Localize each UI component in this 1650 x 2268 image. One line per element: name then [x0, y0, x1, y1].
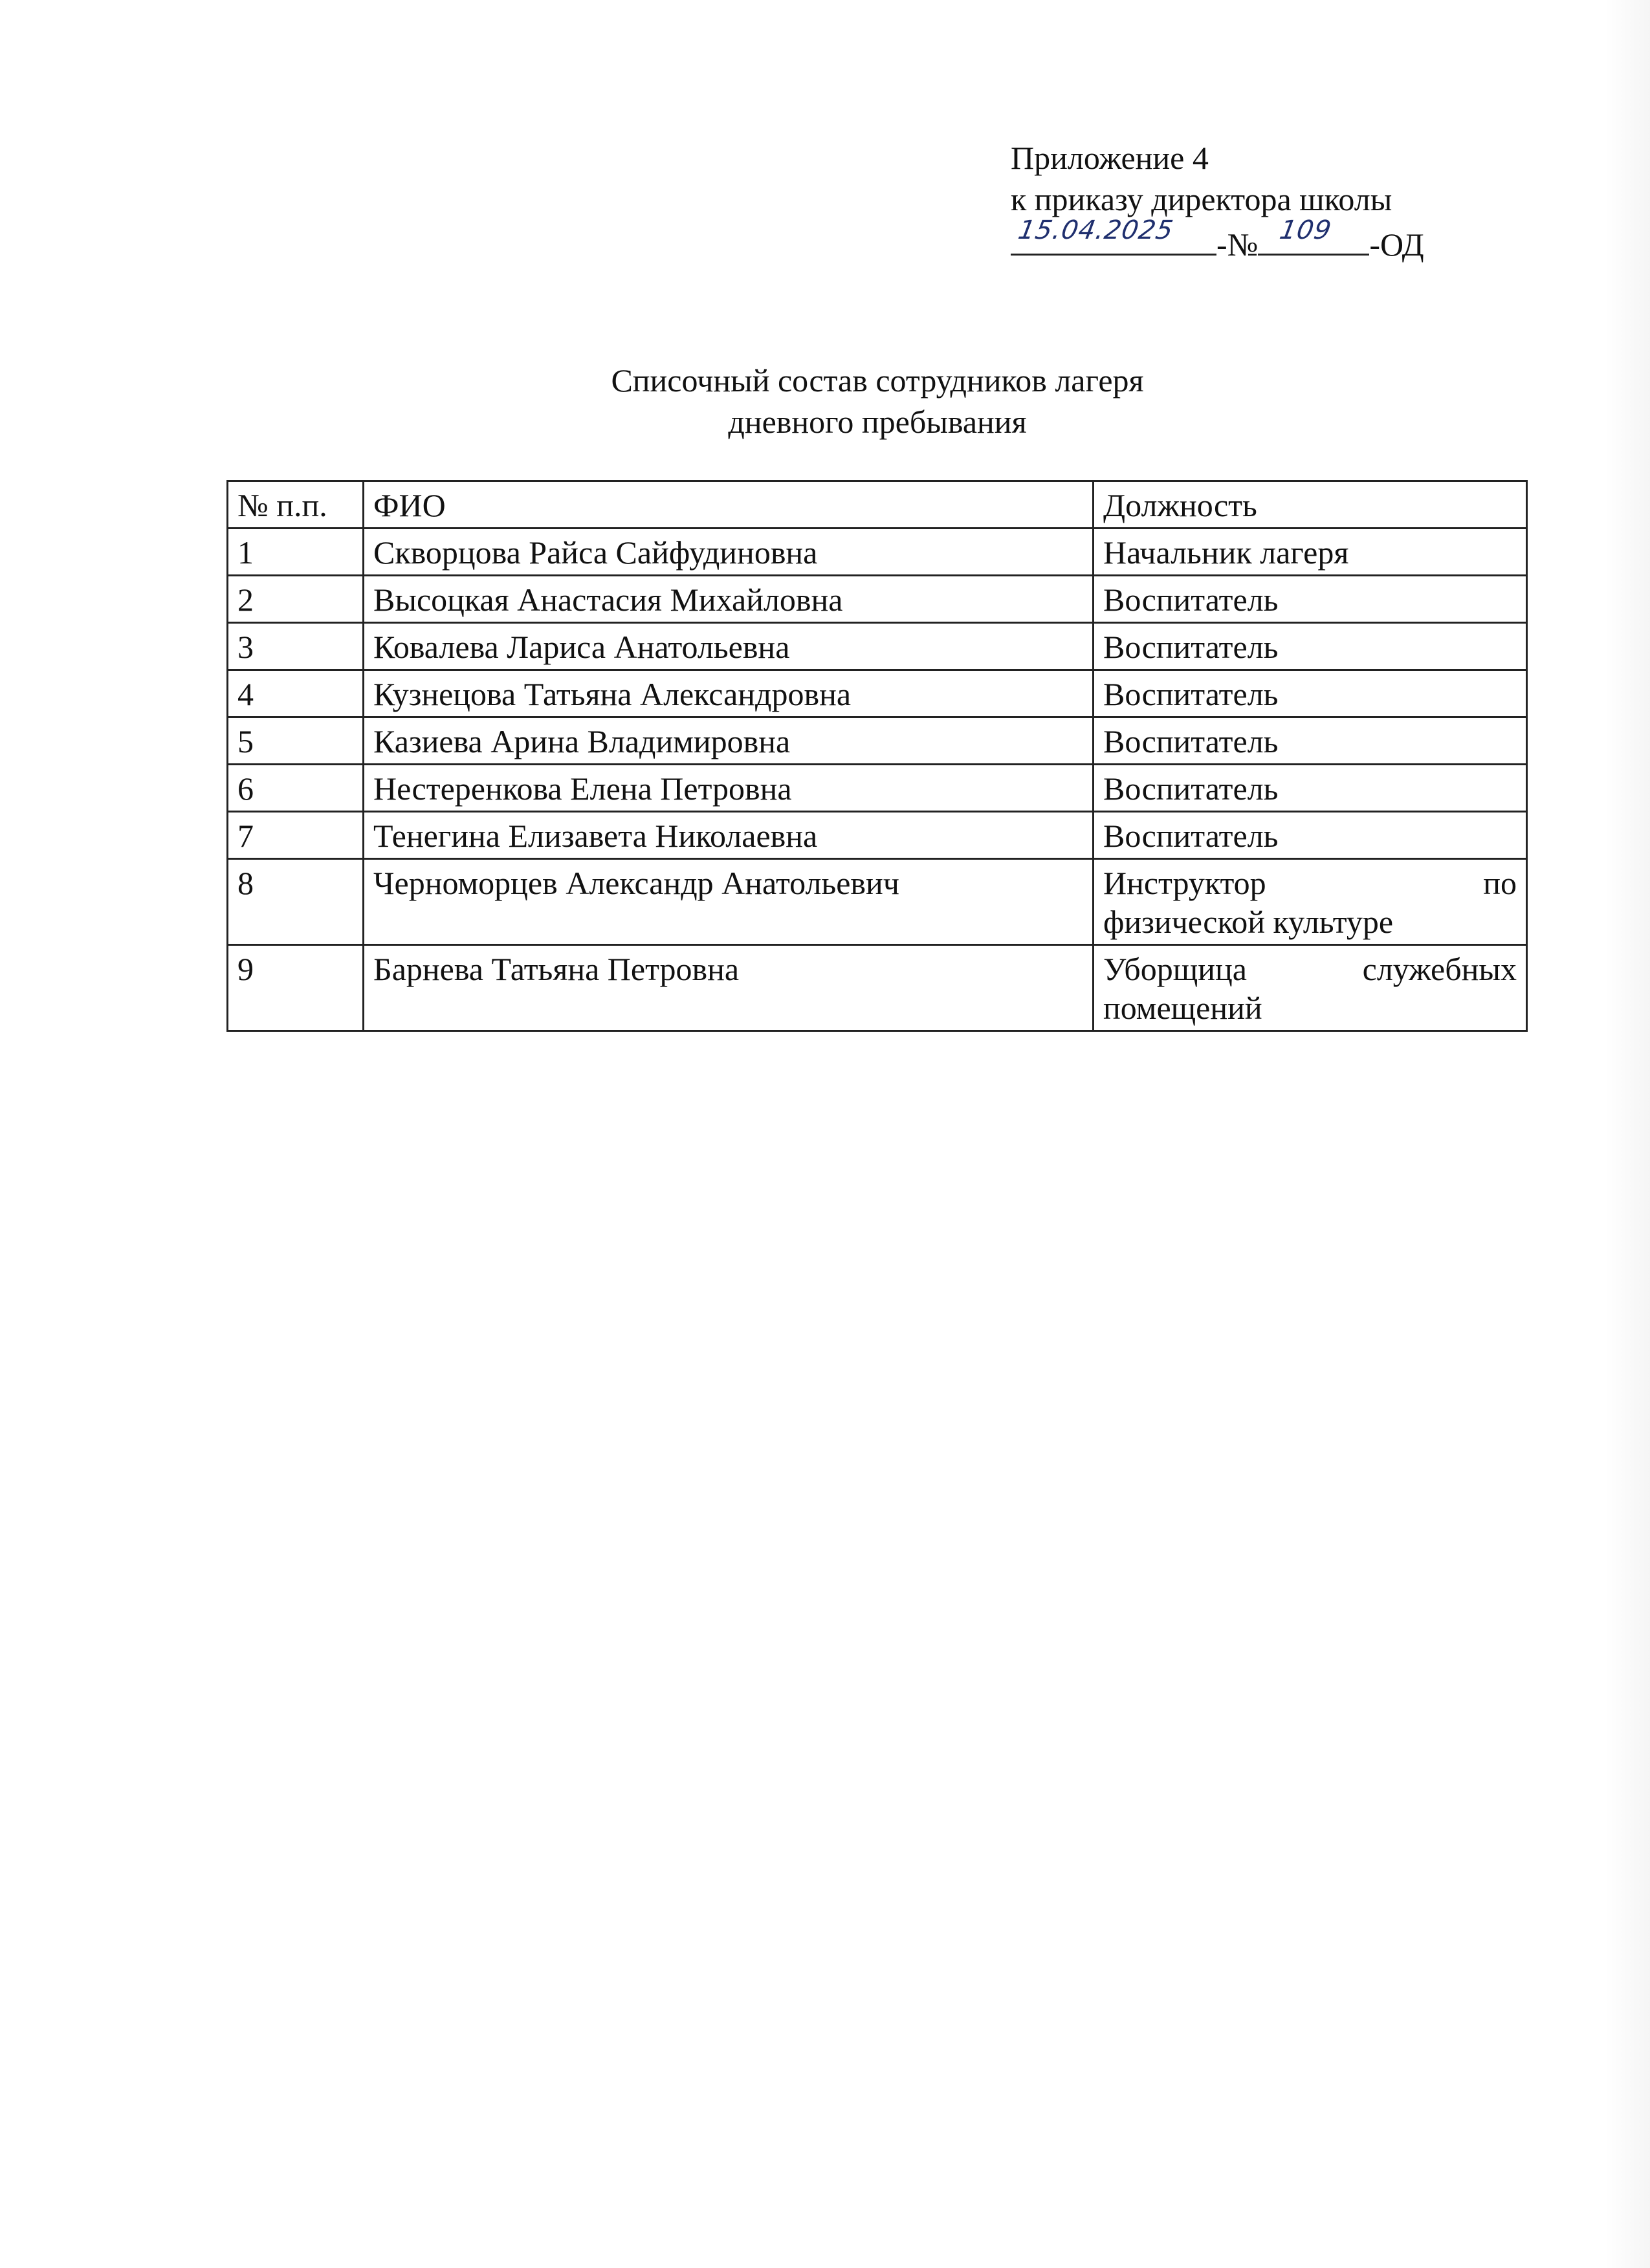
order-number-blank: [1258, 215, 1369, 256]
order-date-handwritten: 15.04.2025: [1015, 215, 1176, 245]
row-number: 4: [228, 670, 364, 717]
staff-table: [226, 480, 1528, 1032]
table-row: [228, 623, 1527, 670]
order-number-sign: -№: [1216, 226, 1259, 263]
table-row: [228, 812, 1527, 859]
row-number: 9: [228, 945, 364, 1031]
table-row: [228, 717, 1527, 765]
row-position: Начальник лагеря: [1094, 529, 1527, 576]
row-name: Ковалева Лариса Анатольевна: [364, 623, 1094, 670]
header-position: Должность: [1094, 481, 1527, 529]
row-number: 5: [228, 717, 364, 765]
row-position: [1094, 859, 1527, 945]
row-name: Черноморцев Александр Анатольевич: [364, 859, 1094, 945]
scan-edge-shadow: [1605, 0, 1650, 2268]
position-line-2: физической культуре: [1103, 904, 1394, 940]
table-header-row: [228, 481, 1527, 529]
title-line-1: Списочный состав сотрудников лагеря: [611, 362, 1144, 398]
document-title: [0, 360, 1650, 442]
row-number: 8: [228, 859, 364, 945]
row-name: Барнева Татьяна Петровна: [364, 945, 1094, 1031]
position-line-1: Уборщица служебных: [1103, 951, 1517, 987]
row-position: Воспитатель: [1094, 765, 1527, 812]
table-row: [228, 529, 1527, 576]
row-position: [1094, 945, 1527, 1031]
table-row: [228, 765, 1527, 812]
row-name: Нестеренкова Елена Петровна: [364, 765, 1094, 812]
order-date-blank: [1011, 215, 1216, 256]
appendix-order-ref: к приказу директора школы: [1011, 181, 1392, 217]
table-row: [228, 945, 1527, 1031]
row-number: 7: [228, 812, 364, 859]
row-number: 2: [228, 576, 364, 623]
order-date-number-line: [1011, 215, 1424, 263]
appendix-header: [1011, 137, 1424, 261]
row-position: Воспитатель: [1094, 623, 1527, 670]
row-number: 1: [228, 529, 364, 576]
order-number-handwritten: 109: [1277, 215, 1334, 245]
row-position: Воспитатель: [1094, 812, 1527, 859]
header-name: ФИО: [364, 481, 1094, 529]
appendix-label: Приложение 4: [1011, 140, 1209, 176]
row-position: Воспитатель: [1094, 717, 1527, 765]
row-position: Воспитатель: [1094, 576, 1527, 623]
order-suffix: -ОД: [1369, 226, 1424, 263]
position-line-2: помещений: [1103, 990, 1262, 1026]
row-name: Скворцова Райса Сайфудиновна: [364, 529, 1094, 576]
row-name: Тенегина Елизавета Николаевна: [364, 812, 1094, 859]
row-name: Казиева Арина Владимировна: [364, 717, 1094, 765]
position-line-1: Инструктор по: [1103, 865, 1517, 901]
row-number: 3: [228, 623, 364, 670]
row-number: 6: [228, 765, 364, 812]
row-position: Воспитатель: [1094, 670, 1527, 717]
header-number: № п.п.: [228, 481, 364, 529]
table-row: [228, 576, 1527, 623]
row-name: Кузнецова Татьяна Александровна: [364, 670, 1094, 717]
table-row: [228, 670, 1527, 717]
table-row: [228, 859, 1527, 945]
title-line-2: дневного пребывания: [728, 404, 1027, 440]
row-name: Высоцкая Анастасия Михайловна: [364, 576, 1094, 623]
